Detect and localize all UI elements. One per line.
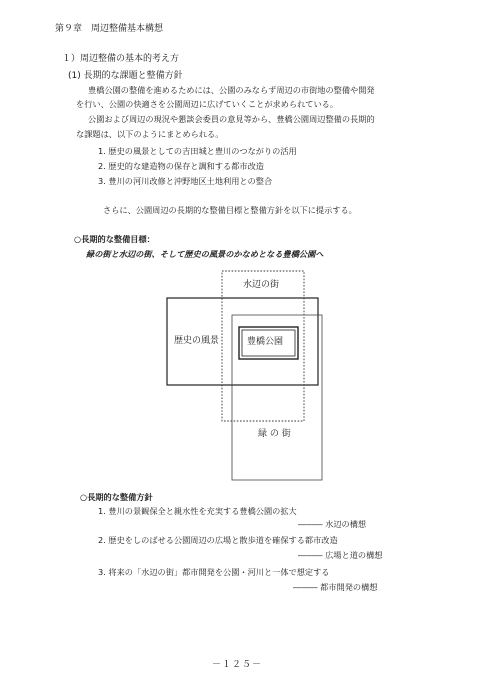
goal-statement: 緑の街と水辺の街、そして歴史の風景のかなめとなる豊橋公園へ xyxy=(86,249,324,259)
issue-item: 2. 歴史的な建造物の保存と調和する都市改造 xyxy=(98,161,264,171)
goal-heading: ○長期的な整備目標： xyxy=(74,234,155,244)
subsection-heading: (1) 長期的な課題と整備方針 xyxy=(68,71,183,81)
waterfront-label: 水辺の街 xyxy=(243,280,280,290)
policy-item: 2. 歴史をしのばせる公園周辺の広場と散歩道を確保する都市改造 xyxy=(98,535,338,545)
paragraph-line: 公園および周辺の現況や懇談会委員の意見等から、豊橋公園周辺整備の長期的 xyxy=(88,114,375,124)
policy-tag: ――― 広場と道の構想 xyxy=(298,550,383,560)
policy-tag: ――― 都市開発の構想 xyxy=(293,582,378,592)
policy-item: 1. 豊川の景観保全と親水性を充実する豊橋公園の拡大 xyxy=(98,506,297,516)
issue-item: 3. 豊川の河川改修と沖野地区土地利用との整合 xyxy=(98,176,273,186)
history-label: 歴史の風景 xyxy=(174,336,220,346)
paragraph-line: さらに、公園周辺の長期的な整備目標と整備方針を以下に提示する。 xyxy=(103,205,357,215)
page-number: －１２５－ xyxy=(212,660,263,670)
section-heading: １）周辺整備の基本的考え方 xyxy=(62,54,180,64)
green-label: 緑 の 街 xyxy=(258,429,291,439)
paragraph-line: を行い、公園の快適さを公園周辺に広げていくことが求められている。 xyxy=(76,99,339,109)
policy-tag: ――― 水辺の構想 xyxy=(298,519,367,529)
park-label: 豊橋公園 xyxy=(247,337,284,347)
chapter-title: 第９章 周辺整備基本構想 xyxy=(55,24,164,34)
policy-heading: ○長期的な整備方針 xyxy=(80,492,153,502)
paragraph-line: な課題は、以下のようにまとめられる。 xyxy=(76,129,224,139)
policy-item: 3. 将来の「水辺の街」都市開発を公園・河川と一体で想定する xyxy=(98,567,330,577)
issue-item: 1. 歴史の風景としての吉田城と豊川のつながりの活用 xyxy=(98,146,297,156)
paragraph-line: 豊橋公園の整備を進めるためには、公園のみならず周辺の市街地の整備や開発 xyxy=(88,85,375,95)
